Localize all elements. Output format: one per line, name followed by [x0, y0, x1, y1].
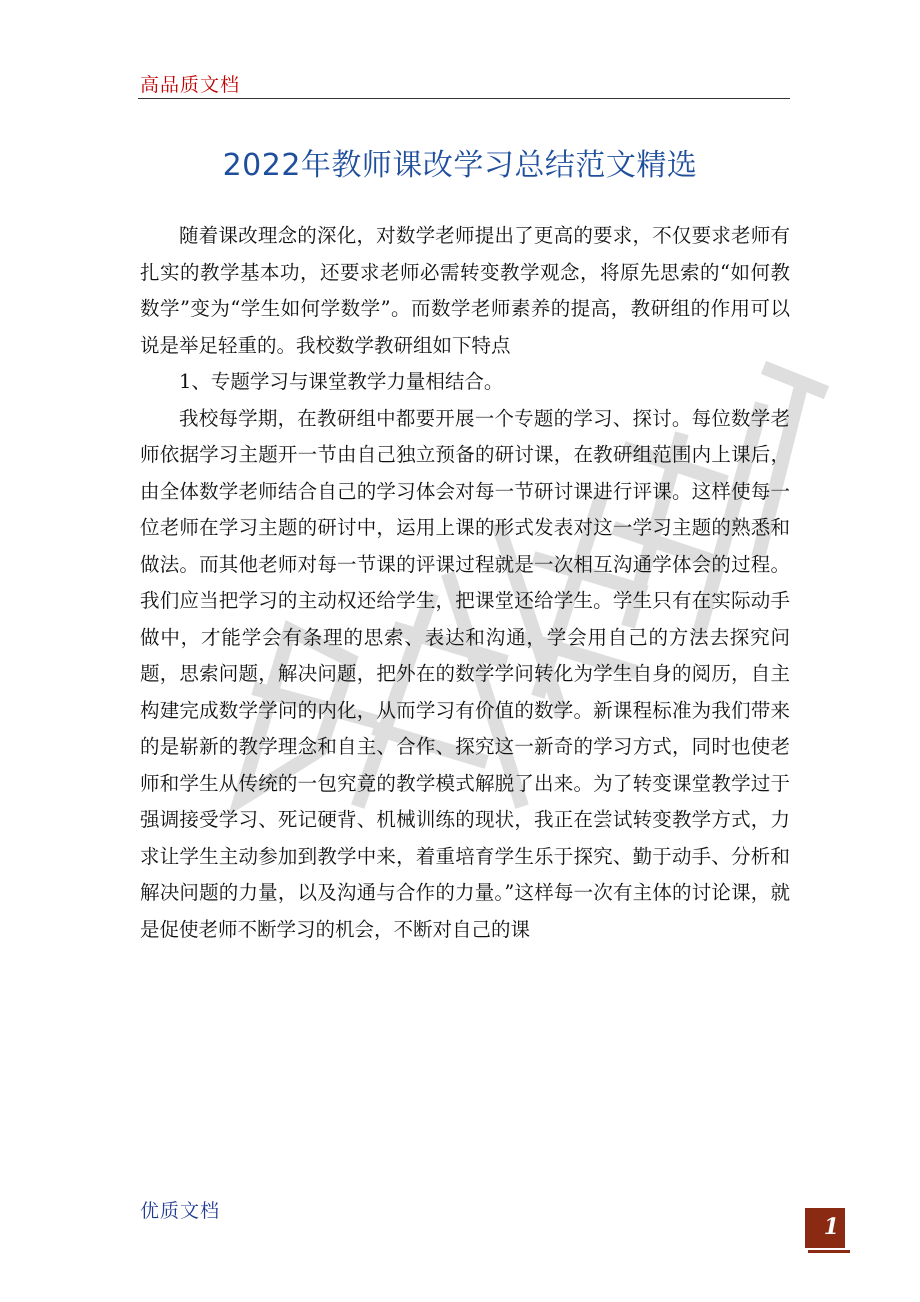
paragraph: 1、专题学习与课堂教学力量相结合。: [179, 370, 504, 393]
page-header: [138, 68, 790, 99]
page-number-badge: [805, 1208, 845, 1248]
paragraph: 随着课改理念的深化，对数学老师提出了更高的要求，不仅要求老师有扎实的教学基本功，还要求老师必需转变教学观念，将原先思索的“如何教数学”变为“学生如何学数学”。而数学老师素养的提高，教研组的作用可以说是举足轻重的。我校数学教研组如下特点: [140, 224, 790, 357]
page-number: 1: [823, 1214, 839, 1240]
footer-label: 优质文档: [140, 1200, 221, 1222]
paragraph: 我校每学期，在教研组中都要开展一个专题的学习、探讨。每位数学老师依据学习主题开一节由自己独立预备的研讨课，在教研组范围内上课后，由全体数学老师结合自己的学习体会对每一节研讨课进行评课。这样使每一位老师在学习主题的研讨中，运用上课的形式发表对这一学习主题的熟悉和做法。而其他老师对每一节课的评课过程就是一次相互沟通学体会的过程。我们应当把学习的主动权还给学生，把课堂还给学生。学生只有在实际动手做中，才能学会有条理的思索、表达和沟通，学会用自己的方法去探究问题，思索问题，解决问题，把外在的数学学问转化为学生自身的阅历，自主构建完成数学学问的内化，从而学习有价值的数学。新课程标准为我们带来的是崭新的教学理念和自主、合作、探究这一新奇的学习方式，同时也使老师和学生从传统的一包究竟的教学模式解脱了出来。为了转变课堂教学过于强调接受学习、死记硬背、机械训练的现状，我正在尝试转变教学方式，力求让学生主动参加到教学中来，着重培育学生乐于探究、勤于动手、分析和解决问题的力量，以及沟通与合作的力量。”这样每一次有主体的讨论课，就是促使老师不断学习的机会，不断对自己的课: [140, 406, 790, 941]
page-badge-underline: [808, 1250, 850, 1253]
document-title: 2022年教师课改学习总结范文精选: [222, 148, 698, 183]
document-body: [140, 218, 790, 948]
header-label: 高品质文档: [140, 74, 241, 96]
